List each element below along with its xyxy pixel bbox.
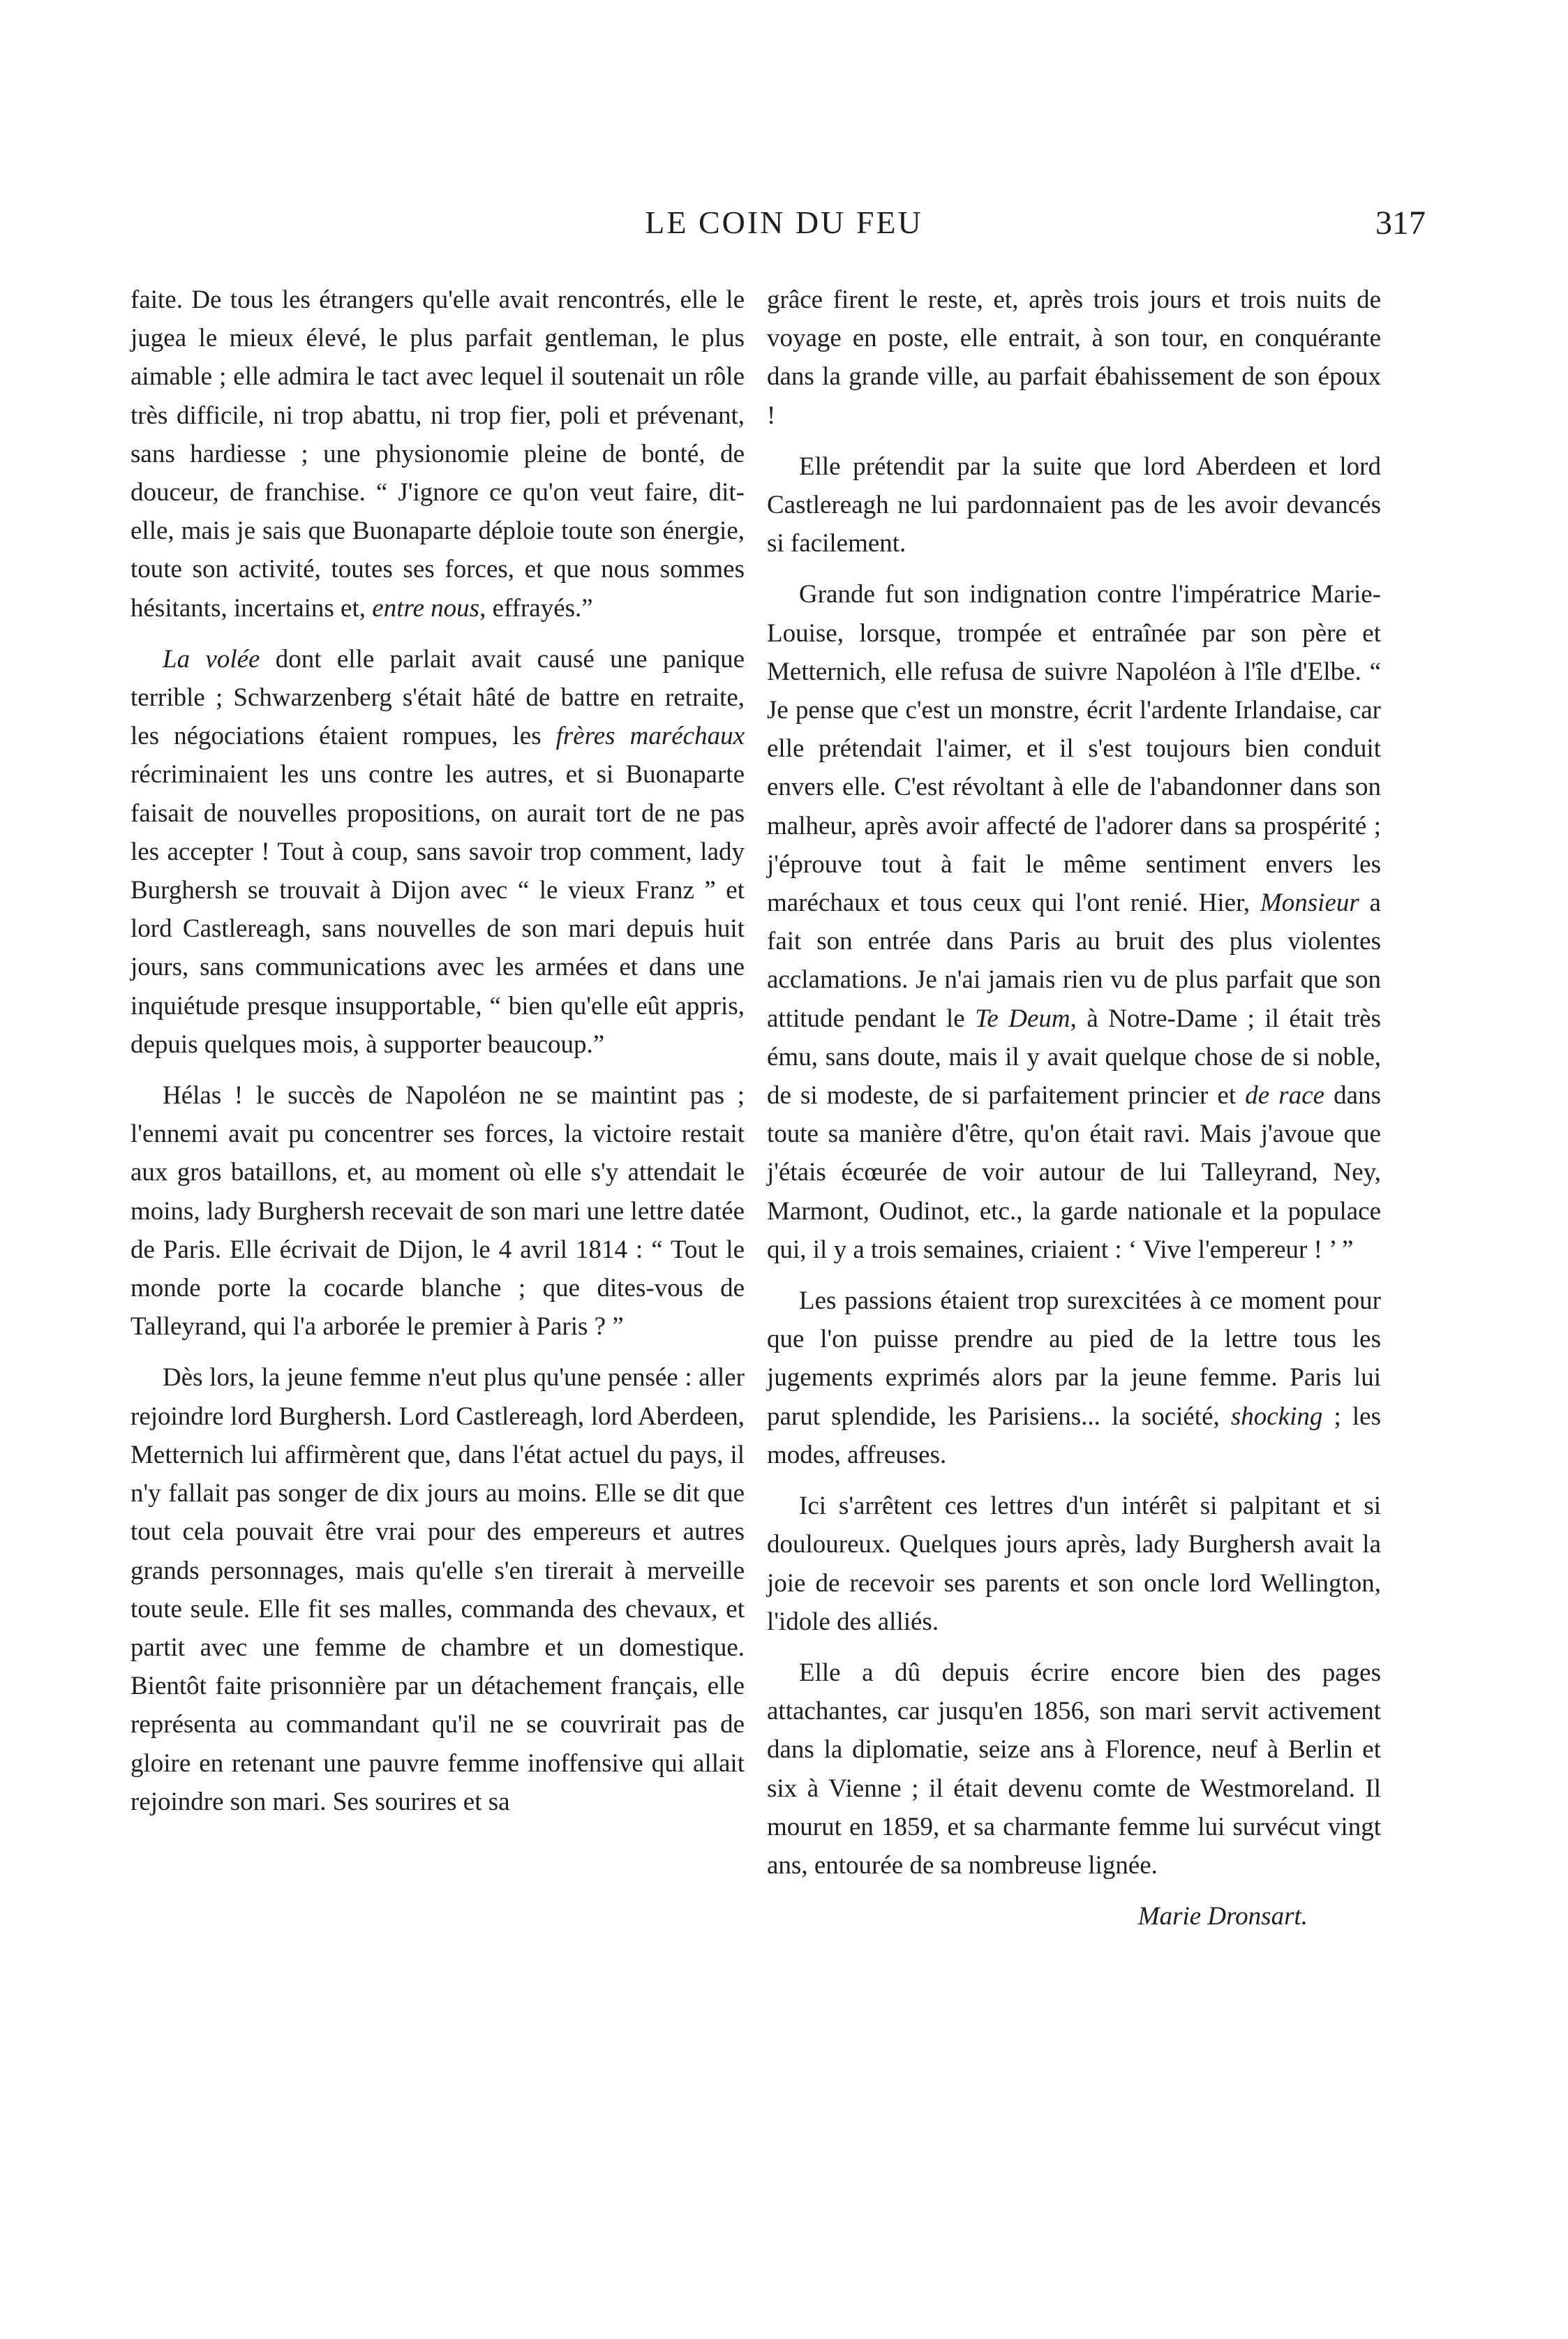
paragraph-text: ; les modes, affreuses. — [767, 1402, 1381, 1469]
paragraph: grâce firent le reste, et, après trois jours et trois nuits de voyage en poste, elle entrait, à son tour, en conquérante dans la grande ville, au parfait ébahissement de son époux ! — [767, 285, 1381, 430]
paragraph-text: , à Notre-Dame ; il était très ému, sans doute, mais il y avait quelque chose de si noble, de si modeste, de si parfaitement princier et — [767, 1004, 1381, 1111]
italic-phrase: Monsieur — [1260, 889, 1359, 918]
paragraph — [130, 640, 745, 1064]
paragraph-text: Grande fut son indignation contre l'impératrice Marie-Louise, lorsque, trompée et entraînée par son père et Metternich, elle refusa de suivre Napoléon à l'île d'Elbe. “ Je pense que c'est un monstre, écrit l'ardente Irlandaise, car elle prétendait l'aimer, et il s'est toujours bien conduit envers elle. C'est révoltant à elle de l'abandonner dans son malheur, après avoir affecté de l'adorer dans sa prospérité ; j'éprouve tout à fait le même sentiment envers les maréchaux et tous ceux qui l'ont renié. Hier, — [767, 580, 1381, 918]
left-column — [130, 281, 745, 1834]
running-title: LE COIN DU FEU — [645, 205, 923, 240]
author-signature: Marie Dronsart. — [1137, 1902, 1308, 1931]
paragraph-text: a fait son entrée dans Paris au bruit des plus violentes acclamations. Je n'ai jamais rien vu de plus parfait que son attitude pendant le — [767, 889, 1381, 1033]
running-head — [0, 204, 1568, 246]
paragraph: Elle prétendit par la suite que lord Aberdeen et lord Castlereagh ne lui pardonnaient pas de les avoir devancés si facilement. — [767, 452, 1381, 558]
paragraph: Dès lors, la jeune femme n'eut plus qu'une pensée : aller rejoindre lord Burghersh. Lord Castlereagh, lord Aberdeen, Metternich lui affirmèrent que, dans l'état actuel du pays, il n'y fallait pas songer de dix jours au moins. Elle se dit que tout cela pouvait être vrai pour des empereurs et autres grands personnages, mais qu'elle s'en tirerait à merveille toute seule. Elle fit ses malles, commanda des chevaux, et partit avec une femme de chambre et un domestique. Bientôt faite prisonnière par un détachement français, elle représenta au commandant qu'il ne se couvrirait pas de gloire en retenant une pauvre femme inoffensive qui allait rejoindre son mari. Ses sourires et sa — [130, 1363, 745, 1816]
paragraph-text: faite. De tous les étrangers qu'elle avait rencontrés, elle le jugea le mieux élevé, le plus parfait gentleman, le plus aimable ; elle admira le tact avec lequel il soutenait un rôle très difficile, ni trop abattu, ni trop fier, poli et prévenant, sans hardiesse ; une physionomie pleine de bonté, de douceur, de franchise. “ J'ignore ce qu'on veut faire, dit-elle, mais je sais que Buonaparte déploie toute son énergie, toute son activité, toutes ses forces, et que nous sommes hésitants, incertains et, — [130, 285, 745, 623]
paragraph — [130, 281, 745, 628]
paragraph-text: récriminaient les uns contre les autres, et si Buonaparte faisait de nouvelles propositions, on aurait tort de ne pas les accepter ! Tout à coup, sans savoir trop comment, lady Burghersh se trouvait à Dijon avec “ le vieux Franz ” et lord Castlereagh, sans nouvelles de son mari depuis huit jours, sans communications avec les armées et dans une inquiétude presque insupportable, “ bien qu'elle eût appris, depuis quelques mois, à supporter beaucoup.” — [130, 760, 745, 1059]
right-column — [767, 281, 1381, 1948]
page-number: 317 — [1375, 205, 1426, 242]
paragraph — [767, 1282, 1381, 1474]
italic-phrase: de race — [1245, 1081, 1325, 1111]
paragraph-text: dont elle parlait avait causé une panique terrible ; Schwarzenberg s'était hâté de battre en retraite, les négociations étaient rompues, les — [130, 644, 745, 751]
paragraph: Ici s'arrêtent ces lettres d'un intérêt si palpitant et si douloureux. Quelques jours après, lady Burghersh avait la joie de recevoir ses parents et son oncle lord Wellington, l'idole des alliés. — [767, 1492, 1381, 1636]
paragraph-text: , effrayés.” — [479, 593, 593, 623]
paragraph-text: dans toute sa manière d'être, qu'on était ravi. Mais j'avoue que j'étais écœurée de voir autour de lui Talleyrand, Ney, Marmont, Oudinot, etc., la garde nationale et la populace qui, il y a trois semaines, criaient : ‘ Vive l'empereur ! ’ ” — [767, 1081, 1381, 1264]
italic-phrase: shocking — [1230, 1402, 1323, 1431]
italic-phrase: La volée — [163, 644, 260, 674]
paragraph: Hélas ! le succès de Napoléon ne se maintint pas ; l'ennemi avait pu concentrer ses forces, la victoire restait aux gros bataillons, et, au moment où elle s'y attendait le moins, lady Burghersh recevait de son mari une lettre datée de Paris. Elle écrivait de Dijon, le 4 avril 1814 : “ Tout le monde porte la cocarde blanche ; que dites-vous de Talleyrand, qui l'a arborée le premier à Paris ? ” — [130, 1081, 745, 1342]
italic-phrase: frères maréchaux — [555, 722, 745, 751]
paragraph-text: Les passions étaient trop surexcitées à ce moment pour que l'on puisse prendre au pied de la lettre tous les jugements exprimés alors par la jeune femme. Paris lui parut splendide, les Parisiens... la société, — [767, 1286, 1381, 1431]
italic-phrase: Te Deum — [975, 1004, 1070, 1033]
paragraph — [767, 575, 1381, 1269]
paragraph: Elle a dû depuis écrire encore bien des pages attachantes, car jusqu'en 1856, son mari servit activement dans la diplomatie, seize ans à Florence, neuf à Berlin et six à Vienne ; il était devenu comte de Westmoreland. Il mourut en 1859, et sa charmante femme lui survécut vingt ans, entourée de sa nombreuse lignée. — [767, 1658, 1381, 1880]
italic-phrase: entre nous — [372, 593, 480, 623]
